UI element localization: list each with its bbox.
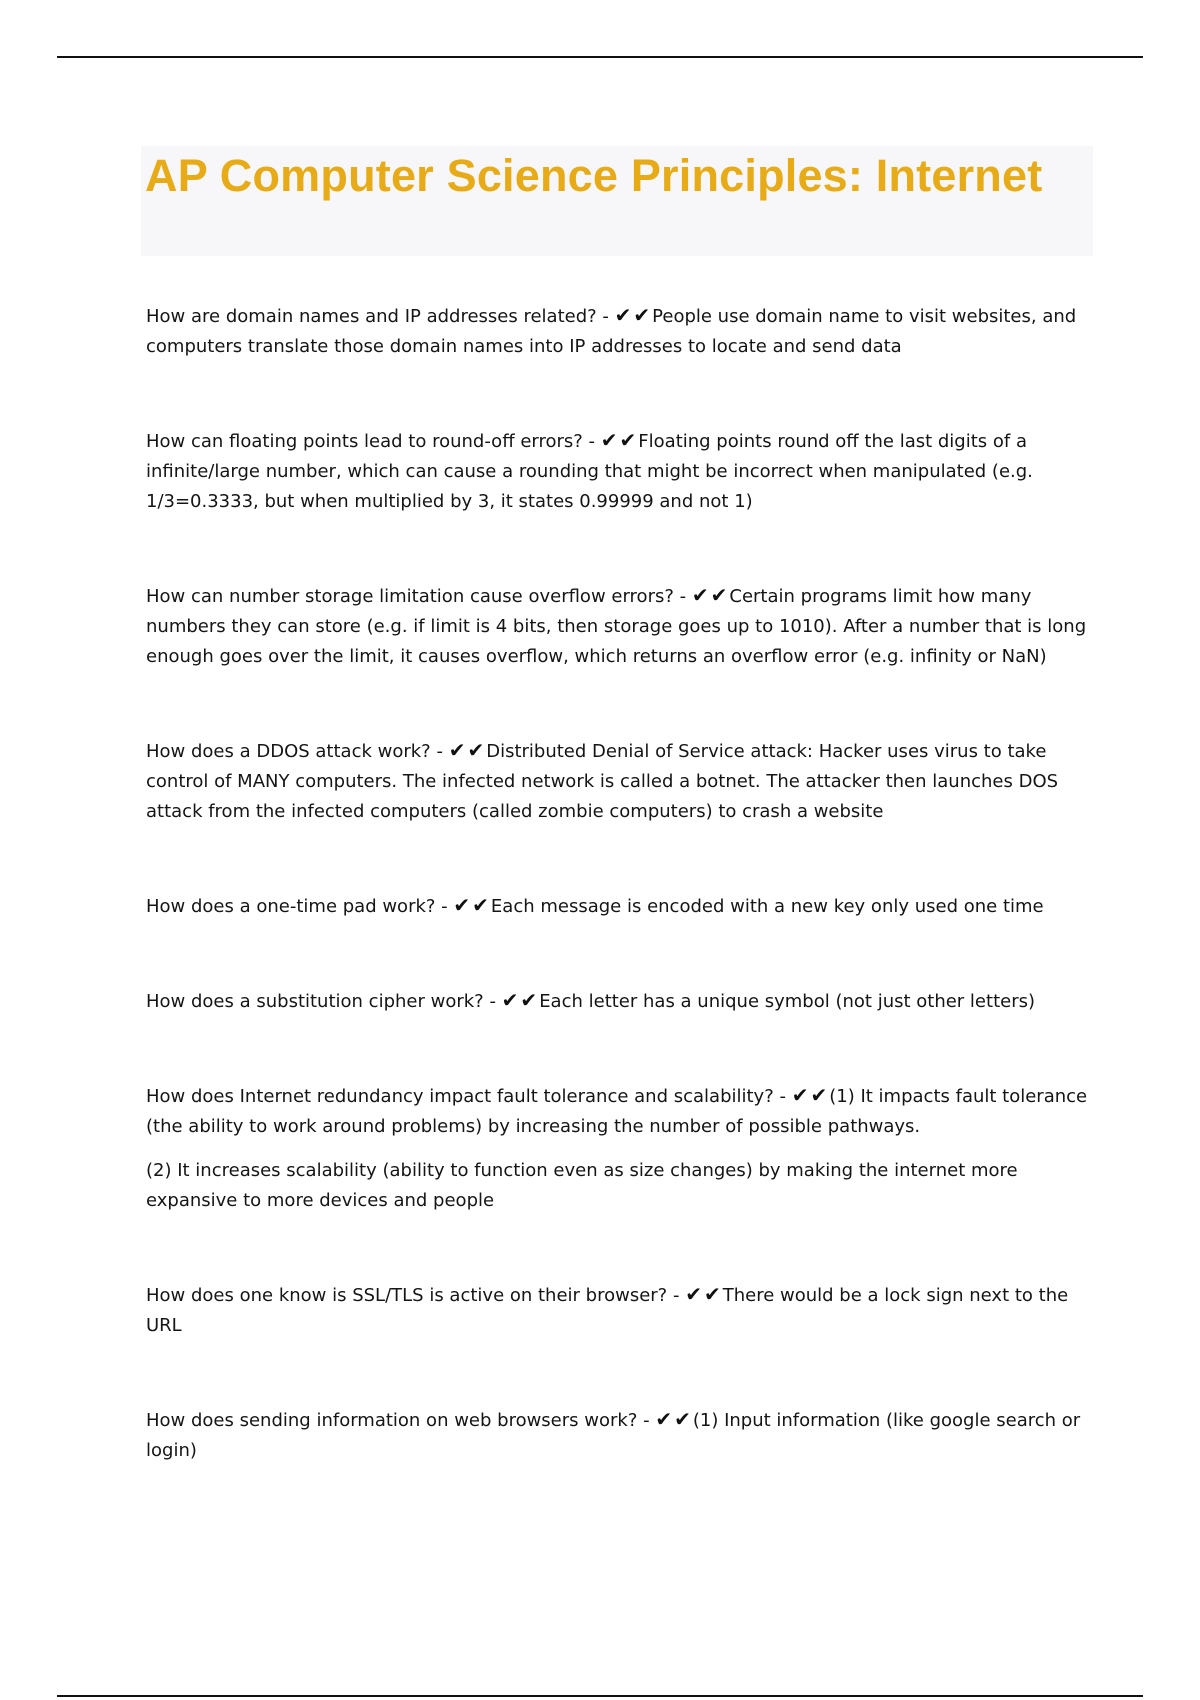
qa-item: How can number storage limitation cause overflow errors? - ✔✔Certain programs limit how many numbers they can store (e.g. if limit is 4 bits, then storage goes up to 1010). After a number that is long enough goes over the limit, it causes overflow, which returns an overflow error (e.g. infinity or NaN): [146, 583, 1087, 667]
answer-text: (1) Input information (like google search or login): [146, 1410, 1081, 1461]
question-text: How does a one-time pad work?: [146, 896, 436, 917]
title-block: [141, 146, 1093, 256]
check-mark-icon: ✔✔: [685, 1282, 723, 1306]
answer-text: Distributed Denial of Service attack: Hacker uses virus to take control of MANY computers. The infected network is called a botnet. The attacker then launches DOS attack from the infected computers (called zombie computers) to crash a website: [146, 741, 1059, 822]
qa-item: How does Internet redundancy impact fault tolerance and scalability? - ✔✔(1) It impacts fault tolerance (the ability to work around problems) by increasing the number of possible pathways. (2) It increases scalability (ability to function even as size changes) by making the internet more expansive to more devices and people: [146, 1083, 1088, 1211]
question-text: How does one know is SSL/TLS is active on their browser?: [146, 1285, 668, 1306]
check-mark-icon: ✔✔: [453, 893, 491, 917]
question-text: How are domain names and IP addresses related?: [146, 306, 597, 327]
qa-item: How does a DDOS attack work? - ✔✔Distributed Denial of Service attack: Hacker uses virus to take control of MANY computers. The infected network is called a botnet. The attacker then launches DOS attack from the infected computers (called zombie computers) to crash a website: [146, 738, 1059, 822]
answer-text: Certain programs limit how many numbers they can store (e.g. if limit is 4 bits, then storage goes up to 1010). After a number that is long enough goes over the limit, it causes overflow, which returns an overflow error (e.g. infinity or NaN): [146, 586, 1087, 667]
check-mark-icon: ✔✔: [791, 1083, 830, 1107]
question-text: How does a substitution cipher work?: [146, 991, 484, 1012]
answer-text: Each letter has a unique symbol (not just other letters): [539, 991, 1035, 1012]
qa-item: How does a one-time pad work? - ✔✔Each message is encoded with a new key only used one time: [146, 893, 1044, 917]
answer-text: Each message is encoded with a new key only used one time: [490, 896, 1044, 917]
bottom-rule: [57, 1695, 1143, 1697]
question-text: How does sending information on web browsers work?: [146, 1410, 638, 1431]
document-title: AP Computer Science Principles: Internet: [145, 150, 1043, 201]
answer-text: (1) It impacts fault tolerance (the ability to work around problems) by increasing the number of possible pathways.: [146, 1086, 1088, 1137]
question-text: How can floating points lead to round-off errors?: [146, 431, 583, 452]
answer-text: There would be a lock sign next to the URL: [146, 1285, 1069, 1336]
qa-list: [146, 300, 1096, 1466]
qa-item: How does a substitution cipher work? - ✔✔Each letter has a unique symbol (not just other letters): [146, 988, 1035, 1012]
qa-item: How does one know is SSL/TLS is active on their browser? - ✔✔There would be a lock sign next to the URL: [146, 1282, 1069, 1336]
question-text: How does a DDOS attack work?: [146, 741, 431, 762]
question-text: How can number storage limitation cause overflow errors?: [146, 586, 674, 607]
check-mark-icon: ✔✔: [501, 988, 540, 1012]
answer-text: Floating points round off the last digits of a infinite/large number, which can cause a rounding that might be incorrect when manipulated (e.g. 1/3=0.3333, but when multiplied by 3, it states 0.99999 and not 1): [146, 431, 1033, 512]
check-mark-icon: ✔✔: [614, 303, 653, 327]
answer-text-continued: (2) It increases scalability (ability to function even as size changes) by making the internet more expansive to more devices and people: [146, 1160, 1018, 1211]
check-mark-icon: ✔✔: [448, 738, 487, 762]
qa-item: How does sending information on web browsers work? - ✔✔(1) Input information (like google search or login): [146, 1407, 1081, 1461]
qa-item: How can floating points lead to round-off errors? - ✔✔Floating points round off the last digits of a infinite/large number, which can cause a rounding that might be incorrect when manipulated (e.g. 1/3=0.3333, but when multiplied by 3, it states 0.99999 and not 1): [146, 428, 1033, 512]
check-mark-icon: ✔✔: [655, 1407, 693, 1431]
check-mark-icon: ✔✔: [691, 583, 730, 607]
question-text: How does Internet redundancy impact fault tolerance and scalability?: [146, 1086, 774, 1107]
check-mark-icon: ✔✔: [600, 428, 639, 452]
top-rule: [57, 56, 1143, 58]
qa-item: How are domain names and IP addresses related? - ✔✔People use domain name to visit websites, and computers translate those domain names into IP addresses to locate and send data: [146, 303, 1077, 357]
answer-text: People use domain name to visit websites, and computers translate those domain names into IP addresses to locate and send data: [146, 306, 1077, 357]
